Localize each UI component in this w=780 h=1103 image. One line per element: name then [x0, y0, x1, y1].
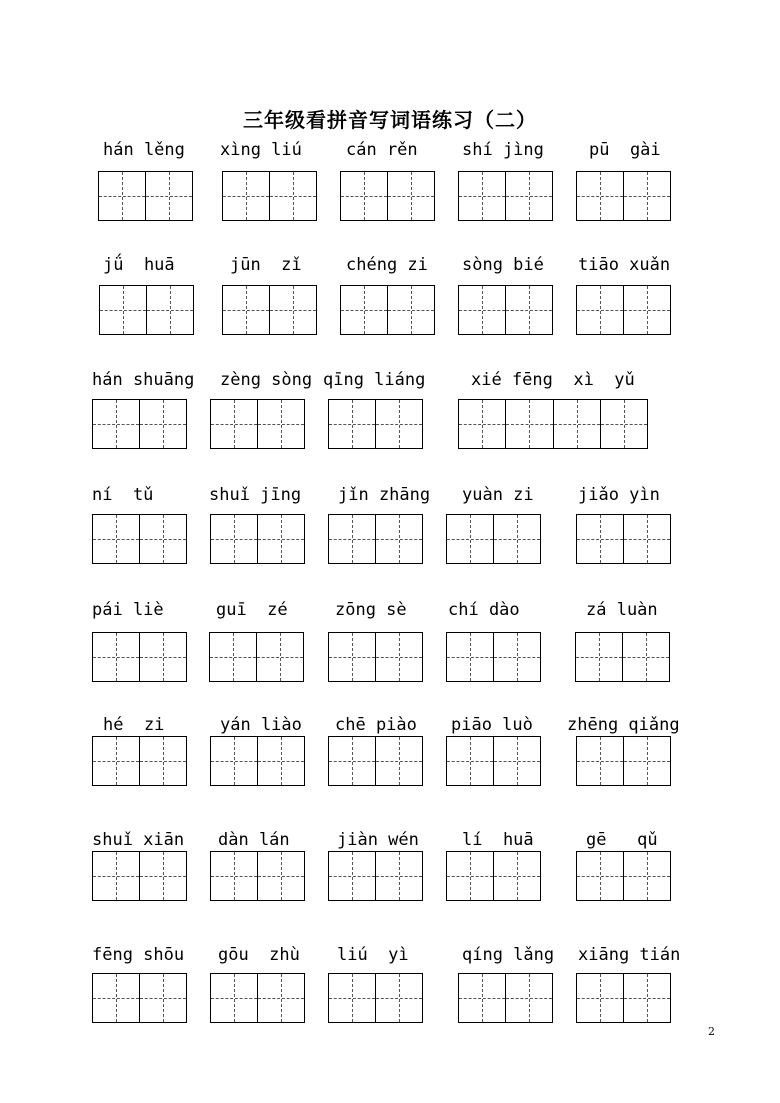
tian-zi-grid-cell[interactable]: [93, 852, 139, 900]
pinyin-label: zá luàn: [586, 600, 658, 620]
pinyin-label: jǘ huā: [103, 255, 175, 275]
tian-zi-grid-cell[interactable]: [99, 172, 145, 220]
pinyin-label: xié fēng xì yǔ: [471, 370, 635, 390]
tian-zi-grid-cell[interactable]: [139, 515, 186, 563]
pinyin-label: jūn zǐ: [230, 255, 302, 275]
writing-box[interactable]: [328, 399, 423, 449]
pinyin-label: xiāng tián: [578, 945, 681, 965]
writing-box[interactable]: [210, 851, 305, 901]
tian-zi-grid-cell[interactable]: [329, 633, 375, 681]
tian-zi-grid-cell[interactable]: [223, 172, 269, 220]
tian-zi-grid-cell[interactable]: [329, 400, 375, 448]
tian-zi-grid-cell[interactable]: [375, 852, 422, 900]
pinyin-label: cán rěn: [346, 140, 418, 160]
pinyin-label: gē qǔ: [586, 830, 658, 850]
tian-zi-grid-cell[interactable]: [577, 515, 623, 563]
pinyin-label: jiàn wén: [337, 830, 419, 850]
writing-box[interactable]: [92, 399, 187, 449]
writing-box[interactable]: [340, 285, 435, 335]
writing-box[interactable]: [446, 514, 541, 564]
pinyin-label: chí dào: [448, 600, 520, 620]
pinyin-label: pū gài: [589, 140, 661, 160]
tian-zi-grid-cell[interactable]: [505, 286, 552, 334]
writing-box[interactable]: [92, 632, 187, 682]
tian-zi-grid-cell[interactable]: [146, 286, 193, 334]
pinyin-label: zèng sòng: [220, 370, 313, 390]
pinyin-label: shuǐ xiān: [92, 830, 185, 850]
tian-zi-grid-cell[interactable]: [100, 286, 146, 334]
tian-zi-grid-cell[interactable]: [139, 852, 186, 900]
pinyin-label: xìng liú: [220, 140, 302, 160]
pinyin-label: chéng zi: [346, 255, 428, 275]
writing-box[interactable]: [210, 399, 305, 449]
tian-zi-grid-cell[interactable]: [577, 286, 623, 334]
writing-box[interactable]: [99, 285, 194, 335]
tian-zi-grid-cell[interactable]: [139, 400, 186, 448]
tian-zi-grid-cell[interactable]: [447, 515, 493, 563]
writing-box[interactable]: [458, 973, 553, 1023]
tian-zi-grid-cell[interactable]: [447, 633, 493, 681]
tian-zi-grid-cell[interactable]: [329, 515, 375, 563]
tian-zi-grid-cell[interactable]: [211, 515, 257, 563]
tian-zi-grid-cell[interactable]: [387, 286, 434, 334]
writing-box[interactable]: [576, 736, 671, 786]
pinyin-label: liú yì: [337, 945, 409, 965]
tian-zi-grid-cell[interactable]: [459, 172, 505, 220]
tian-zi-grid-cell[interactable]: [576, 633, 622, 681]
writing-box[interactable]: [575, 632, 670, 682]
tian-zi-grid-cell[interactable]: [139, 737, 186, 785]
pinyin-label: gōu zhù: [218, 945, 300, 965]
tian-zi-grid-cell[interactable]: [257, 515, 304, 563]
writing-box[interactable]: [92, 736, 187, 786]
tian-zi-grid-cell[interactable]: [600, 400, 647, 448]
writing-box[interactable]: [446, 851, 541, 901]
pinyin-label: piāo luò: [451, 715, 533, 735]
tian-zi-grid-cell[interactable]: [375, 737, 422, 785]
writing-box[interactable]: [92, 851, 187, 901]
tian-zi-grid-cell[interactable]: [553, 400, 600, 448]
tian-zi-grid-cell[interactable]: [211, 974, 257, 1022]
tian-zi-grid-cell[interactable]: [269, 172, 316, 220]
writing-box[interactable]: [340, 171, 435, 221]
pinyin-label: jǐn zhāng: [338, 485, 431, 505]
tian-zi-grid-cell[interactable]: [493, 633, 540, 681]
tian-zi-grid-cell[interactable]: [329, 852, 375, 900]
tian-zi-grid-cell[interactable]: [623, 974, 670, 1022]
tian-zi-grid-cell[interactable]: [577, 172, 623, 220]
writing-box[interactable]: [576, 851, 671, 901]
tian-zi-grid-cell[interactable]: [257, 737, 304, 785]
tian-zi-grid-cell[interactable]: [493, 737, 540, 785]
tian-zi-grid-cell[interactable]: [459, 400, 505, 448]
tian-zi-grid-cell[interactable]: [623, 737, 670, 785]
tian-zi-grid-cell[interactable]: [623, 286, 670, 334]
tian-zi-grid-cell[interactable]: [459, 974, 505, 1022]
pinyin-label: shí jìng: [462, 140, 544, 160]
pinyin-label: hán lěng: [103, 140, 185, 160]
tian-zi-grid-cell[interactable]: [493, 515, 540, 563]
tian-zi-grid-cell[interactable]: [375, 974, 422, 1022]
pinyin-label: hé zi: [103, 715, 165, 735]
pinyin-label: yuàn zi: [462, 485, 534, 505]
writing-box-four-char[interactable]: [458, 399, 648, 449]
pinyin-label: zōng sè: [335, 600, 407, 620]
tian-zi-grid-cell[interactable]: [257, 400, 304, 448]
tian-zi-grid-cell[interactable]: [375, 400, 422, 448]
tian-zi-grid-cell[interactable]: [211, 737, 257, 785]
pinyin-label: zhēng qiǎng: [567, 715, 680, 735]
tian-zi-grid-cell[interactable]: [577, 974, 623, 1022]
pinyin-label: dàn lán: [218, 830, 290, 850]
tian-zi-grid-cell[interactable]: [93, 974, 139, 1022]
tian-zi-grid-cell[interactable]: [145, 172, 192, 220]
pinyin-label: ní tǔ: [92, 485, 154, 505]
writing-box[interactable]: [210, 736, 305, 786]
tian-zi-grid-cell[interactable]: [257, 974, 304, 1022]
tian-zi-grid-cell[interactable]: [211, 852, 257, 900]
tian-zi-grid-cell[interactable]: [93, 737, 139, 785]
pinyin-label: chē piào: [335, 715, 417, 735]
tian-zi-grid-cell[interactable]: [447, 737, 493, 785]
page-number: 2: [708, 1025, 715, 1038]
tian-zi-grid-cell[interactable]: [623, 172, 670, 220]
writing-box[interactable]: [576, 514, 671, 564]
writing-box[interactable]: [446, 632, 541, 682]
tian-zi-grid-cell[interactable]: [139, 974, 186, 1022]
writing-box[interactable]: [210, 973, 305, 1023]
pinyin-label: pái liè: [92, 600, 164, 620]
tian-zi-grid-cell[interactable]: [505, 974, 552, 1022]
pinyin-label: lí huā: [462, 830, 534, 850]
tian-zi-grid-cell[interactable]: [577, 737, 623, 785]
tian-zi-grid-cell[interactable]: [505, 400, 552, 448]
tian-zi-grid-cell[interactable]: [341, 286, 387, 334]
tian-zi-grid-cell[interactable]: [375, 633, 422, 681]
pinyin-label: qīng liáng: [323, 370, 426, 390]
tian-zi-grid-cell[interactable]: [341, 172, 387, 220]
tian-zi-grid-cell[interactable]: [257, 852, 304, 900]
tian-zi-grid-cell[interactable]: [459, 286, 505, 334]
writing-box[interactable]: [209, 632, 304, 682]
writing-box[interactable]: [576, 171, 671, 221]
tian-zi-grid-cell[interactable]: [493, 852, 540, 900]
tian-zi-grid-cell[interactable]: [387, 172, 434, 220]
writing-box[interactable]: [222, 171, 317, 221]
tian-zi-grid-cell[interactable]: [329, 974, 375, 1022]
pinyin-label: fēng shōu: [92, 945, 185, 965]
tian-zi-grid-cell[interactable]: [269, 286, 316, 334]
pinyin-label: qíng lǎng: [462, 945, 555, 965]
tian-zi-grid-cell[interactable]: [505, 172, 552, 220]
tian-zi-grid-cell[interactable]: [210, 633, 256, 681]
tian-zi-grid-cell[interactable]: [329, 737, 375, 785]
tian-zi-grid-cell[interactable]: [622, 633, 669, 681]
tian-zi-grid-cell[interactable]: [623, 515, 670, 563]
writing-box[interactable]: [446, 736, 541, 786]
writing-box[interactable]: [328, 851, 423, 901]
tian-zi-grid-cell[interactable]: [93, 400, 139, 448]
tian-zi-grid-cell[interactable]: [577, 852, 623, 900]
writing-box[interactable]: [328, 632, 423, 682]
tian-zi-grid-cell[interactable]: [223, 286, 269, 334]
tian-zi-grid-cell[interactable]: [623, 852, 670, 900]
pinyin-label: yán liào: [220, 715, 302, 735]
writing-box[interactable]: [328, 514, 423, 564]
tian-zi-grid-cell[interactable]: [139, 633, 186, 681]
pinyin-label: sòng bié: [462, 255, 544, 275]
pinyin-label: guī zé: [216, 600, 288, 620]
writing-box[interactable]: [458, 285, 553, 335]
tian-zi-grid-cell[interactable]: [375, 515, 422, 563]
writing-box[interactable]: [328, 736, 423, 786]
writing-box[interactable]: [210, 514, 305, 564]
tian-zi-grid-cell[interactable]: [256, 633, 303, 681]
tian-zi-grid-cell[interactable]: [211, 400, 257, 448]
pinyin-label: hán shuāng: [92, 370, 195, 390]
tian-zi-grid-cell[interactable]: [93, 633, 139, 681]
tian-zi-grid-cell[interactable]: [447, 852, 493, 900]
pinyin-label: tiāo xuǎn: [578, 255, 671, 275]
writing-box[interactable]: [576, 285, 671, 335]
writing-box[interactable]: [222, 285, 317, 335]
writing-box[interactable]: [328, 973, 423, 1023]
pinyin-label: jiǎo yìn: [578, 485, 660, 505]
writing-box[interactable]: [98, 171, 193, 221]
pinyin-label: shuǐ jīng: [209, 485, 302, 505]
writing-box[interactable]: [92, 973, 187, 1023]
tian-zi-grid-cell[interactable]: [93, 515, 139, 563]
writing-box[interactable]: [576, 973, 671, 1023]
writing-box[interactable]: [458, 171, 553, 221]
writing-box[interactable]: [92, 514, 187, 564]
worksheet-title: 三年级看拼音写词语练习（二）: [243, 108, 537, 132]
